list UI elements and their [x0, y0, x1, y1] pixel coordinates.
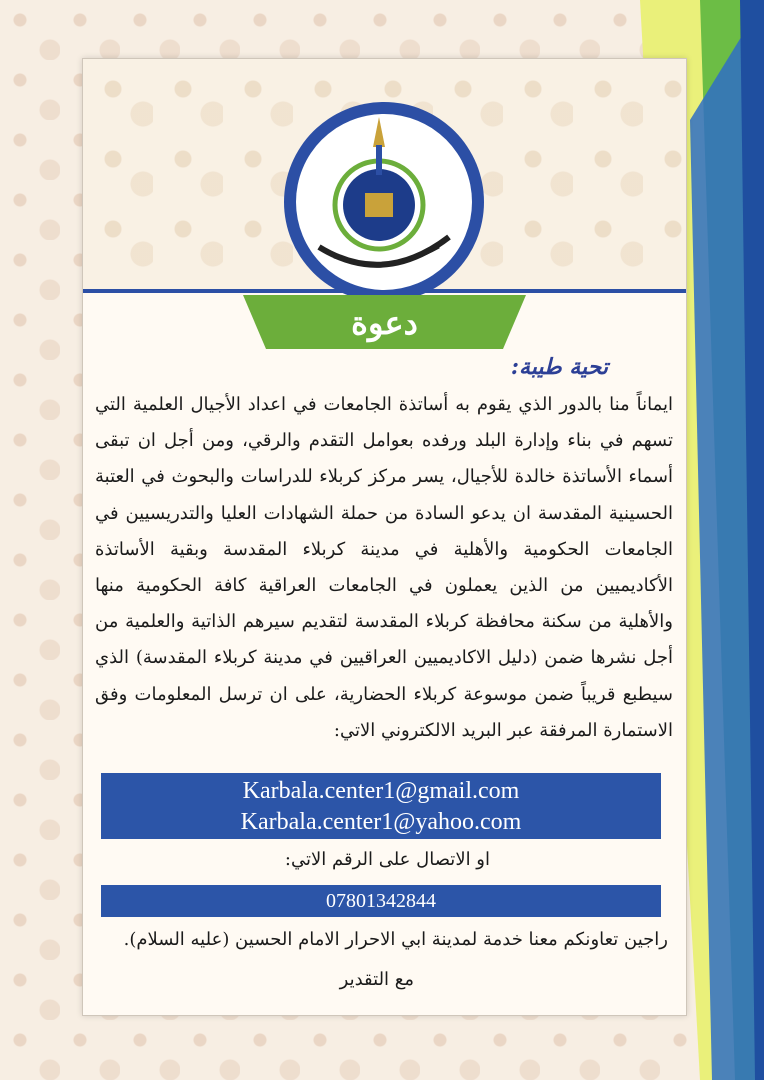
email-box	[101, 773, 661, 839]
call-text: او الاتصال على الرقم الاتي:	[284, 849, 490, 870]
email-yahoo[interactable]: Karbala.center1@yahoo.com	[240, 809, 522, 835]
logo-emblem	[279, 97, 489, 307]
invitation-card	[82, 58, 687, 1016]
invite-title: دعوة	[351, 304, 418, 342]
phone-box	[101, 885, 661, 917]
closing-line: راجين تعاونكم معنا خدمة لمدينة ابي الاحرار الامام الحسين (عليه السلام).	[123, 929, 668, 950]
letter-body: ايماناً منا بالدور الذي يقوم به أساتذة الجامعات في اعداد الأجيال العلمية التي تسهم في بناء وإدارة البلد ورفده بعوامل التقدم والرقي، ومن أجل ان تبقى أسماء الأساتذة خالدة للأجيال، يسر مركز كربلاء للدراسات والبحوث في العتبة الحسينية المقدسة ان يدعو السادة من حملة الشهادات العليا والتدريسيين في الجامعات الحكومية والأهلية في مدينة كربلاء المقدسة وبقية الأساتذة الأكاديميين من الذين يعملون في الجامعات العراقية كافة الحكومية منها والأهلية من سكنة محافظة كربلاء المقدسة لتقديم سيرهم الذاتية والعلمية من أجل نشرها ضمن (دليل الاكاديميين العراقيين في مدينة كربلاء المقدسة) الذي سيطبع قريباً ضمن موسوعة كربلاء الحضارية، على ان ترسل المعلومات وفق الاستمارة المرفقة عبر البريد الالكتروني الاتي:	[95, 394, 673, 741]
greeting: تحية طيبة:	[510, 354, 608, 380]
phone-number[interactable]: 07801342844	[326, 890, 436, 912]
thanks-line: مع التقدير	[339, 969, 414, 990]
email-gmail[interactable]: Karbala.center1@gmail.com	[242, 778, 520, 804]
